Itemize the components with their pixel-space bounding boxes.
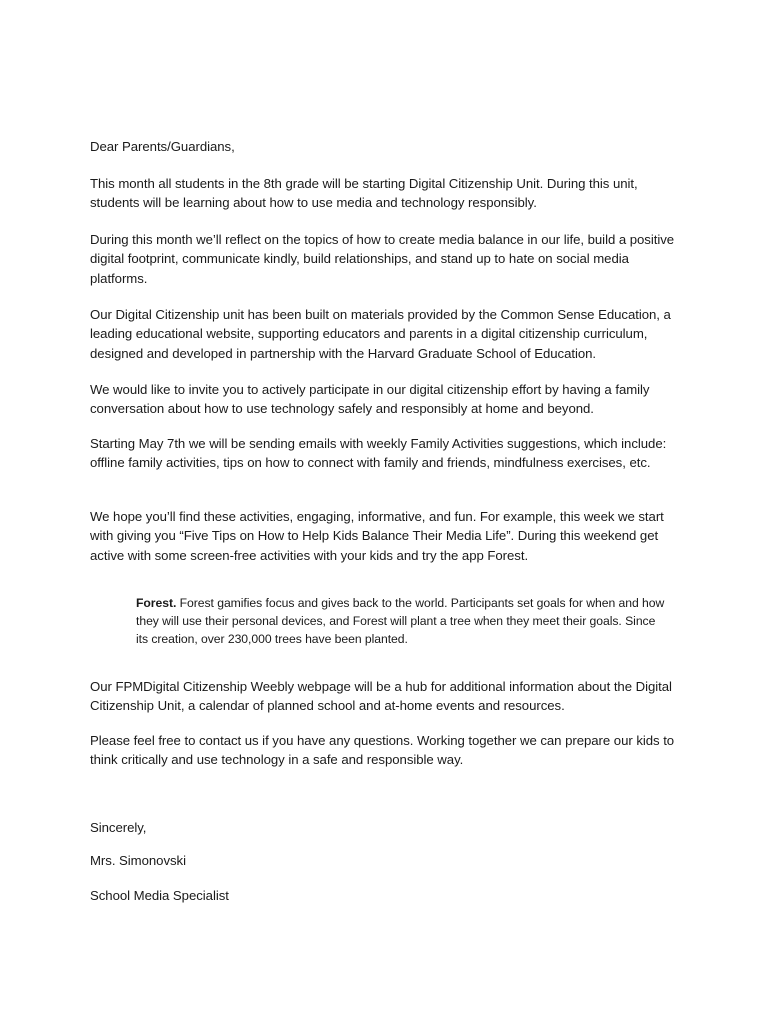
forest-quote-text: Forest gamifies focus and gives back to the world. Participants set goals for when and how they will use their personal devices, and Forest will plant a tree when they meet their goals. Since its creation, over 230,000 trees have been planted. [136,596,665,646]
signoff: Sincerely, [90,820,147,835]
paragraph-invitation: We would like to invite you to actively participate in our digital citizenship effort by having a family conversation about how to use technology safely and responsibly at home and beyond. [90,382,650,417]
greeting: Dear Parents/Guardians, [90,139,235,154]
paragraph-materials: Our Digital Citizenship unit has been built on materials provided by the Common Sense Education, a leading educational website, supporting educators and parents in a digital citizenship curriculum, designed and developed in partnership with the Harvard Graduate School of Education. [90,307,671,361]
forest-quote-title: Forest. [136,596,177,610]
paragraph-intro: This month all students in the 8th grade will be starting Digital Citizenship Unit. During this unit, students will be learning about how to use media and technology responsibly. [90,176,638,211]
paragraph-webpage: Our FPMDigital Citizenship Weebly webpage will be a hub for additional information about the Digital Citizenship Unit, a calendar of planned school and at-home events and resources. [90,679,672,714]
paragraph-example: We hope you’ll find these activities, engaging, informative, and fun. For example, this week we start with giving you “Five Tips on How to Help Kids Balance Their Media Life”. During this weekend get active with some screen-free activities with your kids and try the app Forest. [90,509,664,563]
forest-quote [136,594,666,648]
signer-name: Mrs. Simonovski [90,853,186,868]
paragraph-contact: Please feel free to contact us if you have any questions. Working together we can prepare our kids to think critically and use technology in a safe and responsible way. [90,733,675,768]
paragraph-topics: During this month we’ll reflect on the topics of how to create media balance in our life, build a positive digital footprint, communicate kindly, build relationships, and stand up to hate on social media platforms. [90,232,675,286]
signer-title: School Media Specialist [90,888,229,903]
paragraph-activities: Starting May 7th we will be sending emails with weekly Family Activities suggestions, which include: offline family activities, tips on how to connect with family and friends, mindfulness exercises, etc. [90,436,667,471]
